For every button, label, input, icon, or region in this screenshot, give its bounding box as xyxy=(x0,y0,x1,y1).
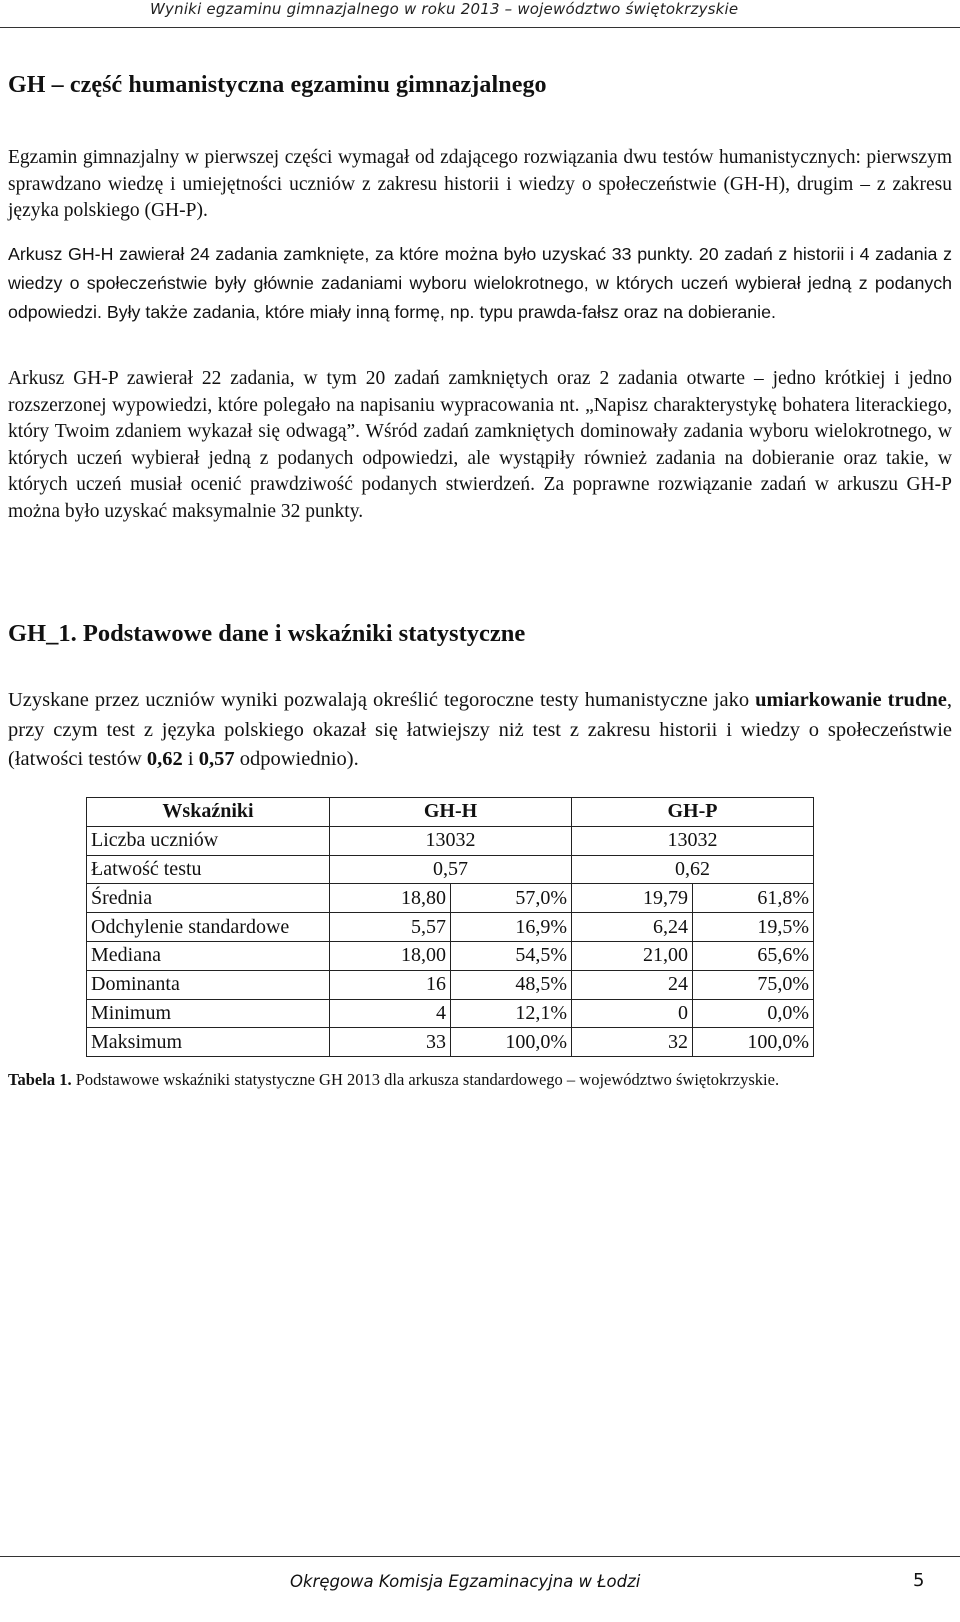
results-bold-gh-h: 0,57 xyxy=(198,748,235,770)
gh-h-percent: 54,5% xyxy=(451,941,572,970)
gh-p-percent: 65,6% xyxy=(693,941,814,970)
gh-p-value: 6,24 xyxy=(572,913,693,942)
header-cell-indicators: Wskaźniki xyxy=(87,798,330,827)
gh-p-value: 0 xyxy=(572,999,693,1028)
gh-h-percent: 57,0% xyxy=(451,884,572,913)
table-row xyxy=(87,970,814,999)
table-row xyxy=(87,884,814,913)
header-cell-gh-p: GH-P xyxy=(572,798,814,827)
table-row xyxy=(87,826,814,855)
results-text-1: Uzyskane przez uczniów wyniki pozwalają określić tegoroczne testy humanistyczne jako xyxy=(8,689,756,711)
table-header-row xyxy=(87,798,814,827)
results-bold-gh-p: 0,62 xyxy=(146,748,183,770)
gh-p-value: 32 xyxy=(572,1028,693,1057)
row-label: Średnia xyxy=(87,884,330,913)
footer-text: Okręgowa Komisja Egzaminacyjna w Łodzi xyxy=(290,1572,641,1591)
results-bold-difficulty: umiarkowanie trudne xyxy=(755,689,947,711)
gh-h-value: 5,57 xyxy=(330,913,451,942)
row-label: Liczba uczniów xyxy=(87,826,330,855)
header-divider xyxy=(0,27,960,28)
row-label: Mediana xyxy=(87,941,330,970)
caption-label: Tabela 1. xyxy=(8,1070,72,1089)
row-label: Maksimum xyxy=(87,1028,330,1057)
gh-h-percent: 48,5% xyxy=(451,970,572,999)
intro-paragraph: Egzamin gimnazjalny w pierwszej części wymagał od zdającego rozwiązania dwu testów humanistycznych: pierwszym sprawdzano wiedzę i umiejętności uczniów z zakresu historii i wiedzy o społeczeństwie (GH-H), drugim – z zakresu języka polskiego (GH-P). xyxy=(8,147,952,221)
gh-p-paragraph: Arkusz GH-P zawierał 22 zadania, w tym 20 zadań zamkniętych oraz 2 zadania otwarte – jedno krótkiej i jedno rozszerzonej wypowiedzi, które polegało na napisaniu wypracowania nt. „Napisz charakterystykę bohatera literackiego, który Twoim zdaniem wykazał się odwagą”. Wśród zadań zamkniętych dominowały zadania wyboru wielokrotnego, w których uczeń wybierał jedną z podanych odpowiedzi, ale wystąpiły również zadania na dobieranie oraz takie, w których uczeń musiał ocenić prawdziwość podanych stwierdzeń. Za poprawne rozwiązanie zadań w arkuszu GH-P można było uzyskać maksymalnie 32 punkty. xyxy=(8,368,952,522)
gh-h-value: 16 xyxy=(330,970,451,999)
row-label: Łatwość testu xyxy=(87,855,330,884)
gh-h-paragraph: Arkusz GH-H zawierał 24 zadania zamknięte, za które można było uzyskać 33 punkty. 20 zadań z historii i 4 zadania z wiedzy o społeczeństwie były głównie zadaniami wyboru wielokrotnego, w których uczeń wybierał jedną z podanych odpowiedzi. Były także zadania, które miały inną formę, np. typu prawda-fałsz oraz na dobieranie. xyxy=(8,244,952,322)
table-row xyxy=(87,999,814,1028)
gh-h-value: 18,00 xyxy=(330,941,451,970)
gh-h-percent: 12,1% xyxy=(451,999,572,1028)
row-label: Odchylenie standardowe xyxy=(87,913,330,942)
gh-p-value: 24 xyxy=(572,970,693,999)
gh-p-value: 0,62 xyxy=(572,855,814,884)
section-title: GH – część humanistyczna egzaminu gimnazjalnego xyxy=(8,72,547,98)
gh-h-value: 18,80 xyxy=(330,884,451,913)
gh-h-percent: 16,9% xyxy=(451,913,572,942)
gh-h-value: 0,57 xyxy=(330,855,572,884)
row-label: Dominanta xyxy=(87,970,330,999)
statistics-table xyxy=(86,797,814,1057)
gh-h-value: 4 xyxy=(330,999,451,1028)
gh-p-percent: 100,0% xyxy=(693,1028,814,1057)
gh-p-value: 19,79 xyxy=(572,884,693,913)
gh-p-value: 21,00 xyxy=(572,941,693,970)
table-row xyxy=(87,941,814,970)
page-number: 5 xyxy=(913,1570,925,1591)
gh-p-percent: 0,0% xyxy=(693,999,814,1028)
results-text-2: , przy czym test z języka polskiego okazał się łatwiejszy niż test z zakresu historii i wiedzy o społeczeństwie (łatwości testów xyxy=(8,689,952,770)
caption-text: Podstawowe wskaźniki statystyczne GH 2013 dla arkusza standardowego – województwo świętokrzyskie. xyxy=(71,1070,780,1089)
subsection-title: GH_1. Podstawowe dane i wskaźniki statystyczne xyxy=(8,620,526,647)
results-text-3: i xyxy=(182,748,199,770)
table-caption xyxy=(8,1068,952,1092)
gh-h-value: 13032 xyxy=(330,826,572,855)
header-cell-gh-h: GH-H xyxy=(330,798,572,827)
page-header xyxy=(0,0,960,40)
header-title: Wyniki egzaminu gimnazjalnego w roku 2013 – województwo świętokrzyskie xyxy=(150,0,739,18)
footer-divider xyxy=(0,1556,960,1557)
gh-h-value: 33 xyxy=(330,1028,451,1057)
results-text-4: odpowiednio). xyxy=(234,748,359,770)
results-paragraph xyxy=(8,686,952,775)
gh-p-value: 13032 xyxy=(572,826,814,855)
table-row xyxy=(87,913,814,942)
gh-p-percent: 19,5% xyxy=(693,913,814,942)
gh-p-percent: 75,0% xyxy=(693,970,814,999)
row-label: Minimum xyxy=(87,999,330,1028)
table-row xyxy=(87,855,814,884)
table-row xyxy=(87,1028,814,1057)
gh-h-percent: 100,0% xyxy=(451,1028,572,1057)
gh-p-percent: 61,8% xyxy=(693,884,814,913)
